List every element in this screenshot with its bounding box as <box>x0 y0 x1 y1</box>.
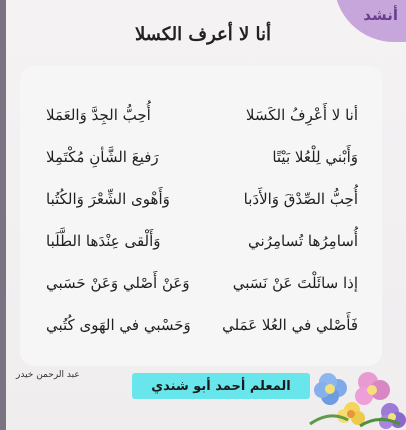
verse-row <box>20 106 382 136</box>
verse-second-hemistich: وَحَسْبي في الهَوى كُتُبي <box>46 316 191 334</box>
flowers-decoration <box>300 360 406 430</box>
verse-row <box>20 316 382 346</box>
teacher-name: المعلم أحمد أبو شندي <box>151 378 291 394</box>
verse-first-hemistich: إذا سائَلْتَ عَنْ نَسَبي <box>232 274 358 292</box>
verse-first-hemistich: أنا لا أَعْرِفُ الكَسَلا <box>245 106 358 124</box>
flower-blue-icon <box>314 373 347 405</box>
verse-second-hemistich: وَأَلْقى عِنْدَها الطَّلَبا <box>46 232 161 250</box>
verses-list <box>20 66 382 366</box>
verse-row <box>20 148 382 178</box>
flower-purple-icon <box>379 403 406 429</box>
verse-first-hemistich: أُسامِرُها تُسامِرُني <box>248 232 358 250</box>
poet-name: عبد الرحمن خيدر <box>16 370 80 380</box>
poem-title: أنا لا أعرف الكسلا <box>134 24 272 45</box>
verse-first-hemistich: وَأَبْني لِلْعُلا بَيْتًا <box>272 148 358 166</box>
poem-panel <box>20 66 382 366</box>
verse-second-hemistich: وَأَهْوى الشِّعْرَ وَالكُتُبا <box>46 190 170 208</box>
flower-yellow-icon <box>337 402 365 425</box>
verse-second-hemistich: وَعَنْ أَصْلي وَعَنْ حَسَبي <box>46 274 190 292</box>
verse-row <box>20 274 382 304</box>
verse-first-hemistich: أُحِبُّ الصِّدْقَ وَالأَدَبا <box>243 190 358 208</box>
verse-first-hemistich: فَأَصْلي في العُلا عَمَلي <box>222 316 358 334</box>
flower-pink-icon <box>355 372 390 405</box>
verse-second-hemistich: رَفيعَ الشَّأنِ مُكْتَمِلا <box>46 148 159 166</box>
teacher-banner <box>132 373 310 399</box>
verse-second-hemistich: أُحِبُّ الجِدَّ وَالعَمَلا <box>46 106 151 124</box>
page-edge <box>0 0 6 430</box>
section-label: أنشد <box>363 6 398 24</box>
verse-row <box>20 232 382 262</box>
verse-row <box>20 190 382 220</box>
